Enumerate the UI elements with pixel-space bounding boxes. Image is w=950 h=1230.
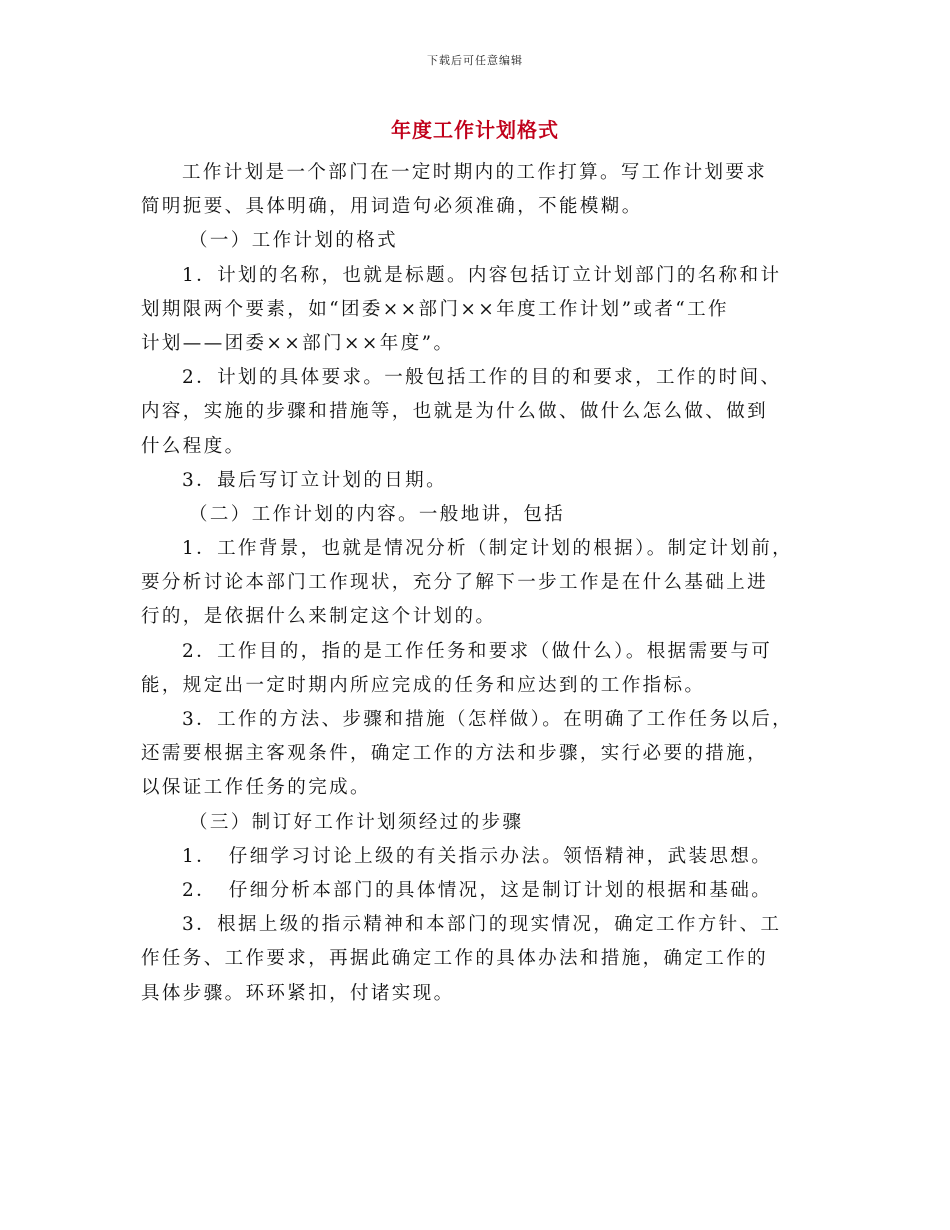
text-line: 1．计划的名称，也就是标题。内容包括订立计划部门的名称和计 (182, 264, 782, 286)
text-line: 作任务、工作要求，再据此确定工作的具体办法和措施，确定工作的 (141, 948, 769, 970)
text-line: 还需要根据主客观条件，确定工作的方法和步骤，实行必要的措施， (141, 743, 769, 765)
text-line: 2．计划的具体要求。一般包括工作的目的和要求，工作的时间、 (182, 367, 782, 389)
text-line: 计划——团委××部门××年度”。 (141, 332, 455, 354)
text-line: （一）工作计划的格式 (189, 230, 399, 252)
text-line: （三）制订好工作计划须经过的步骤 (189, 811, 524, 833)
text-line: 2． 仔细分析本部门的具体情况，这是制订计划的根据和基础。 (182, 879, 773, 901)
document-body (141, 156, 811, 1011)
text-line: 3．最后写订立计划的日期。 (182, 469, 447, 491)
text-line: 划期限两个要素，如“团委××部门××年度工作计划”或者“工作 (141, 298, 729, 320)
text-line: 内容，实施的步骤和措施等，也就是为什么做、做什么怎么做、做到 (141, 401, 769, 423)
text-line: 具体步骤。环环紧扣，付诸实现。 (141, 982, 455, 1004)
text-line: 以保证工作任务的完成。 (141, 777, 371, 799)
text-line: 行的，是依据什么来制定这个计划的。 (141, 606, 497, 628)
text-line: 3．根据上级的指示精神和本部门的现实情况，确定工作方针、工 (182, 914, 782, 936)
text-line: 2．工作目的，指的是工作任务和要求（做什么）。根据需要与可 (182, 640, 773, 662)
text-line: 简明扼要、具体明确，用词造句必须准确，不能模糊。 (141, 196, 643, 218)
text-line: （二）工作计划的内容。一般地讲，包括 (189, 503, 566, 525)
text-line: 工作计划是一个部门在一定时期内的工作打算。写工作计划要求 (182, 162, 768, 183)
header-note: 下载后可任意编辑 (427, 54, 523, 67)
text-line: 1．工作背景，也就是情况分析（制定计划的根据）。制定计划前， (182, 538, 794, 560)
text-line: 1． 仔细学习讨论上级的有关指示办法。领悟精神，武装思想。 (182, 845, 773, 867)
text-line: 能，规定出一定时期内所应完成的任务和应达到的工作指标。 (141, 674, 706, 696)
text-line: 什么程度。 (141, 435, 246, 457)
text-line: 3．工作的方法、步骤和措施（怎样做）。在明确了工作任务以后， (182, 709, 794, 730)
page-title: 年度工作计划格式 (391, 118, 559, 142)
text-line: 要分析讨论本部门工作现状，充分了解下一步工作是在什么基础上进 (141, 572, 769, 594)
